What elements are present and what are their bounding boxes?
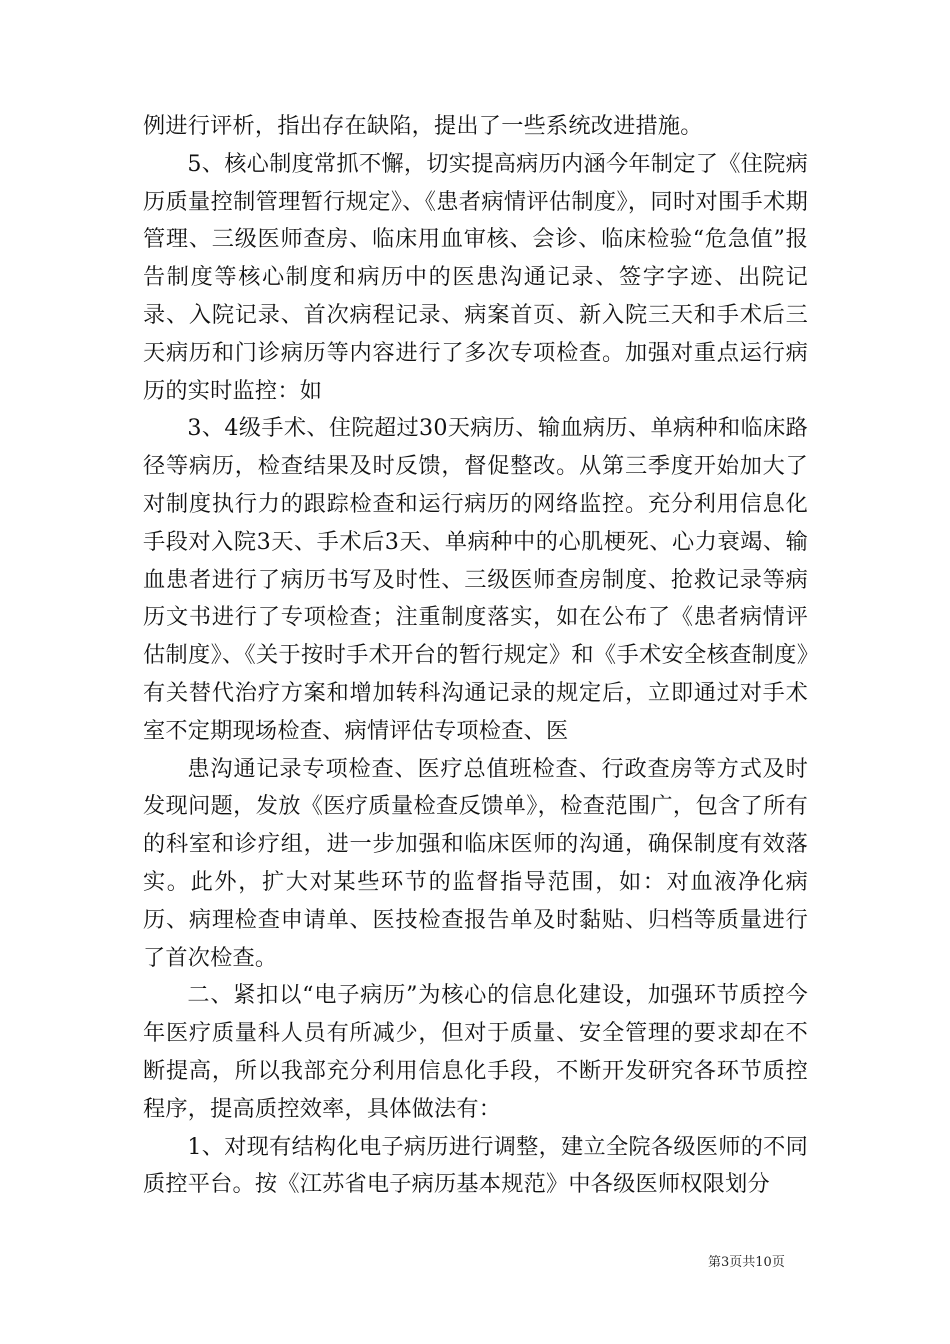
paragraph-section-two: 二、紧扣以“电子病历”为核心的信息化建设，加强环节质控今年医疗质量科人员有所减少，但对于质量、安全管理的要求却在不断提高，所以我部充分利用信息化手段，不断开发研究各环节质控程序，提高质控效率，具体做法有： xyxy=(143,982,808,1122)
paragraph-core-system: 5、核心制度常抓不懈，切实提高病历内涵今年制定了《住院病历质量控制管理暂行规定》、《患者病情评估制度》，同时对围手术期管理、三级医师查房、临床用血审核、会诊、临床检验“危急值”报告制度等核心制度和病历中的医患沟通记录、签字字迹、出院记录、入院记录、首次病程记录、病案首页、新入院三天和手术后三天病历和门诊病历等内容进行了多次专项检查。加强对重点运行病历的实时监控：如 xyxy=(143,150,808,404)
paragraph-item-one: 1、对现有结构化电子病历进行调整，建立全院各级医师的不同质控平台。按《江苏省电子病历基本规范》中各级医师权限划分 xyxy=(143,1133,808,1198)
paragraph-surgery-records: 3、4级手术、住院超过30天病历、输血病历、单病种和临床路径等病历，检查结果及时反馈，督促整改。从第三季度开始加大了对制度执行力的跟踪检查和运行病历的网络监控。充分利用信息化手段对入院3天、手术后3天、单病种中的心肌梗死、心力衰竭、输血患者进行了病历书写及时性、三级医师查房制度、抢救记录等病历文书进行了专项检查；注重制度落实，如在公布了《患者病情评估制度》、《关于按时手术开台的暂行规定》和《手术安全核查制度》有关替代治疗方案和增加转科沟通记录的规定后，立即通过对手术室不定期现场检查、病情评估专项检查、医 xyxy=(143,415,808,744)
page-number: 第3页共10页 xyxy=(708,1255,785,1270)
document-body xyxy=(143,108,808,1204)
paragraph-continuation: 例进行评析，指出存在缺陷，提出了一些系统改进措施。 xyxy=(143,113,703,139)
paragraph-communication-check: 患沟通记录专项检查、医疗总值班检查、行政查房等方式及时发现问题，发放《医疗质量检查反馈单》，检查范围广，包含了所有的科室和诊疗组，进一步加强和临床医师的沟通，确保制度有效落实。此外，扩大对某些环节的监督指导范围，如：对血液净化病历、病理检查申请单、医技检查报告单及时黏贴、归档等质量进行了首次检查。 xyxy=(143,755,808,971)
